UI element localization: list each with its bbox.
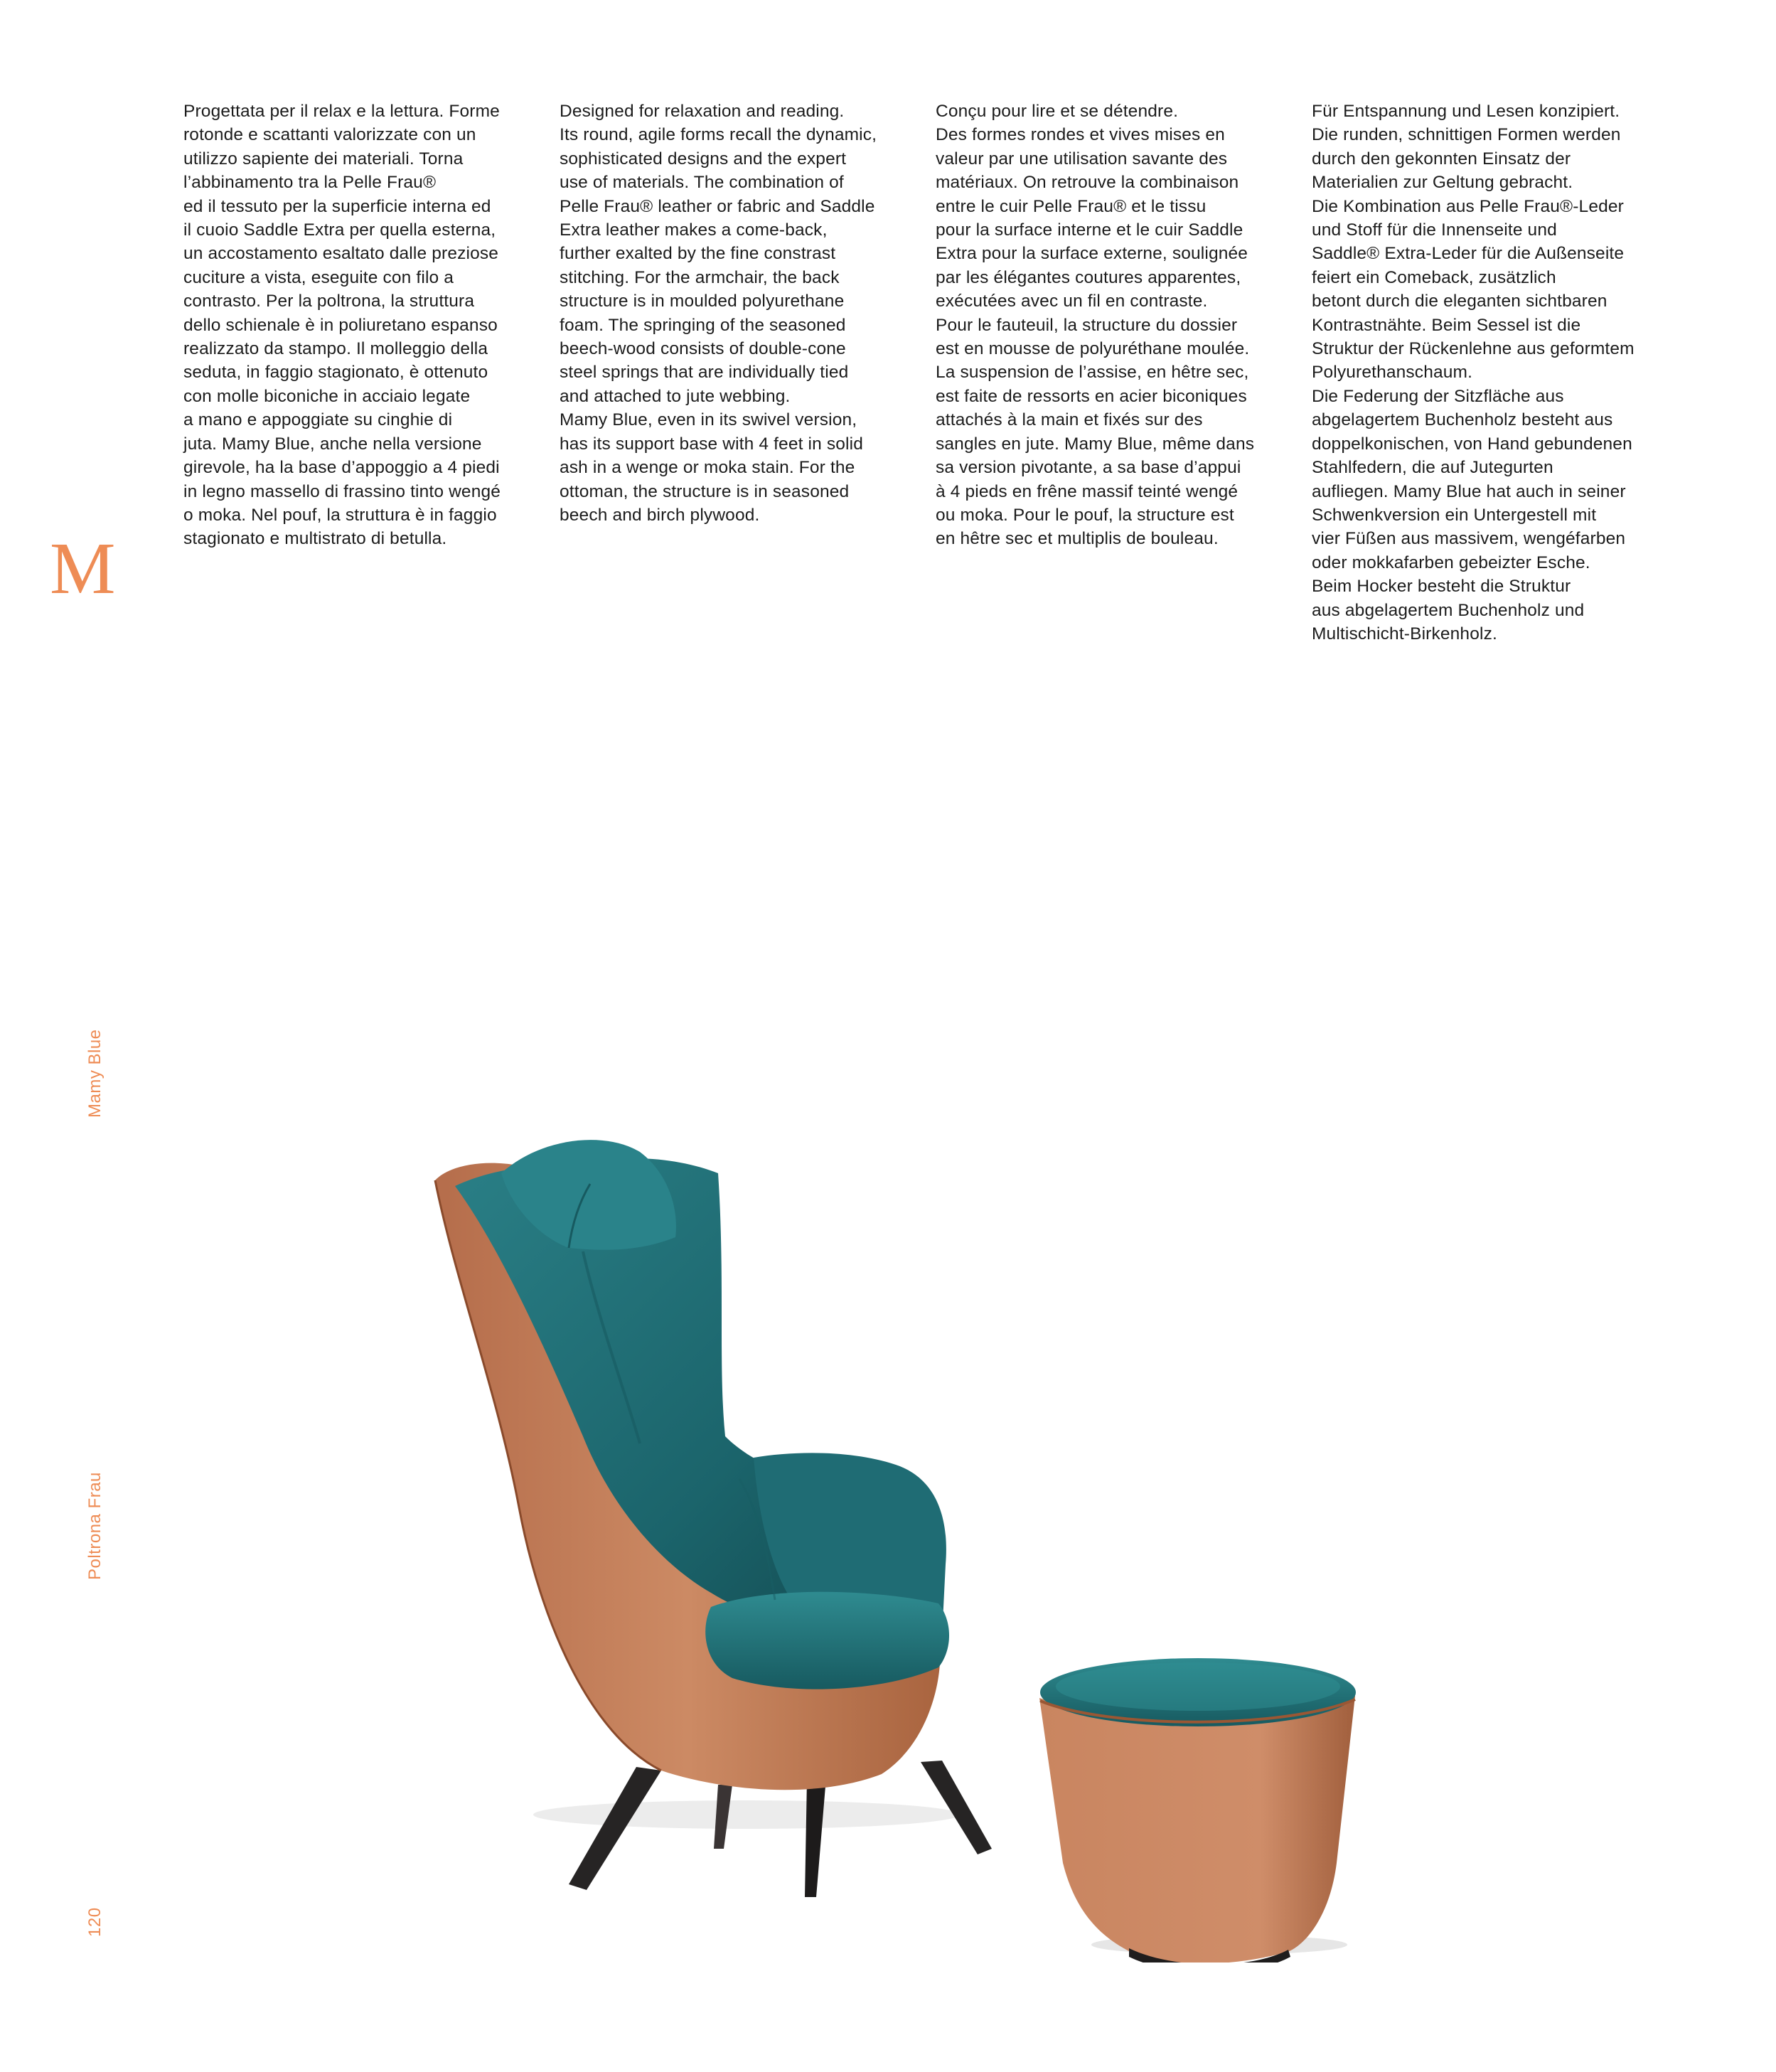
text-line: durch den gekonnten Einsatz der [1312, 149, 1571, 169]
text-line: o moka. Nel pouf, la struttura è in faggio [183, 505, 497, 525]
brand-label: Poltrona Frau [85, 1472, 105, 1580]
text-line: Extra pour la surface externe, soulignée [936, 244, 1248, 264]
text-line: ash in a wenge or moka stain. For the [560, 458, 855, 478]
page-number: 120 [85, 1907, 105, 1937]
text-line: Materialien zur Geltung gebracht. [1312, 173, 1573, 193]
text-line: Polyurethanschaum. [1312, 363, 1473, 383]
text-line: abgelagertem Buchenholz besteht aus [1312, 410, 1613, 430]
text-line: à 4 pieds en frêne massif teinté wengé [936, 481, 1239, 501]
chair-leg-front [921, 1761, 992, 1854]
text-line: con molle biconiche in acciaio legate [183, 386, 471, 406]
text-line: further exalted by the fine constrast [560, 244, 836, 264]
text-line: rotonde e scattanti valorizzate con un [183, 125, 476, 145]
text-line: sa version pivotante, a sa base d’appui [936, 458, 1241, 478]
ottoman-top-highlight [1056, 1662, 1340, 1711]
text-line: sophisticated designs and the expert [560, 149, 847, 169]
text-line: il cuoio Saddle Extra per quella esterna, [183, 220, 496, 240]
ottoman-body [1039, 1696, 1355, 1962]
text-line: Des formes rondes et vives mises en [936, 125, 1225, 145]
text-line: Designed for relaxation and reading. [560, 102, 845, 121]
text-line: Die Federung der Sitzfläche aus [1312, 386, 1564, 406]
text-line: Conçu pour lire et se détendre. [936, 102, 1179, 121]
chair-leg-back [805, 1778, 826, 1897]
product-name-label: Mamy Blue [85, 1029, 105, 1118]
text-line: stitching. For the armchair, the back [560, 267, 840, 287]
text-line: en hêtre sec et multiplis de bouleau. [936, 529, 1219, 549]
text-line: doppelkonischen, von Hand gebundenen [1312, 434, 1632, 454]
chair-seat-cushion [705, 1592, 949, 1689]
text-line: feiert ein Comeback, zusätzlich [1312, 267, 1556, 287]
text-line: and attached to jute webbing. [560, 386, 791, 406]
text-line: betont durch die eleganten sichtbaren [1312, 292, 1608, 311]
text-line: Pelle Frau® leather or fabric and Saddle [560, 196, 875, 216]
text-line: est en mousse de polyuréthane moulée. [936, 339, 1250, 359]
text-line: use of materials. The combination of [560, 173, 844, 193]
text-line: realizzato da stampo. Il molleggio della [183, 339, 488, 359]
text-line: Its round, agile forms recall the dynamic, [560, 125, 877, 145]
text-line: oder mokkafarben gebeizter Esche. [1312, 552, 1590, 572]
text-line: Extra leather makes a come-back, [560, 220, 828, 240]
italian-description [183, 100, 553, 551]
text-line: contrasto. Per la poltrona, la struttura [183, 292, 475, 311]
text-line: beech and birch plywood. [560, 505, 760, 525]
text-line: exécutées avec un fil en contraste. [936, 292, 1208, 311]
text-line: sangles en jute. Mamy Blue, même dans [936, 434, 1255, 454]
german-description [1312, 100, 1681, 646]
text-line: ottoman, the structure is in seasoned [560, 481, 850, 501]
text-line: aus abgelagertem Buchenholz und [1312, 600, 1585, 620]
text-line: entre le cuir Pelle Frau® et le tissu [936, 196, 1207, 216]
text-line: Schwenkversion ein Untergestell mit [1312, 505, 1597, 525]
text-line: l’abbinamento tra la Pelle Frau® [183, 173, 437, 193]
text-line: utilizzo sapiente dei materiali. Torna [183, 149, 464, 169]
text-line: Multischicht-Birkenholz. [1312, 624, 1497, 644]
english-description [560, 100, 929, 527]
text-line: Die runden, schnittigen Formen werden [1312, 125, 1621, 145]
text-line: beech-wood consists of double-cone [560, 339, 846, 359]
text-line: pour la surface interne et le cuir Saddle [936, 220, 1243, 240]
text-line: Mamy Blue, even in its swivel version, [560, 410, 857, 430]
text-line: Kontrastnähte. Beim Sessel ist die [1312, 315, 1581, 335]
text-line: un accostamento esaltato dalle preziose [183, 244, 499, 264]
text-line: ed il tessuto per la superficie interna ed [183, 196, 491, 216]
text-line: Saddle® Extra-Leder für die Außenseite [1312, 244, 1625, 264]
text-line: und Stoff für die Innenseite und [1312, 220, 1557, 240]
text-line: girevole, ha la base d’appoggio a 4 piedi [183, 458, 500, 478]
text-line: in legno massello di frassino tinto wengé [183, 481, 501, 501]
text-line: valeur par une utilisation savante des [936, 149, 1228, 169]
text-line: Beim Hocker besteht die Struktur [1312, 577, 1571, 597]
text-line: Stahlfedern, die auf Jutegurten [1312, 458, 1553, 478]
text-line: vier Füßen aus massivem, wengéfarben [1312, 529, 1626, 549]
chair-shadow [533, 1800, 960, 1829]
french-description [936, 100, 1305, 551]
text-line: structure is in moulded polyurethane [560, 292, 845, 311]
text-line: Für Entspannung und Lesen konzipiert. [1312, 102, 1620, 121]
chair-leg-left [569, 1767, 661, 1890]
text-line: foam. The springing of the seasoned [560, 315, 846, 335]
text-line: attachés à la main et fixés sur des [936, 410, 1203, 430]
text-line: Progettata per il relax e la lettura. Forme [183, 102, 500, 121]
text-line: ou moka. Pour le pouf, la structure est [936, 505, 1234, 525]
text-line: has its support base with 4 feet in solid [560, 434, 863, 454]
text-line: stagionato e multistrato di betulla. [183, 529, 447, 549]
text-line: juta. Mamy Blue, anche nella versione [183, 434, 482, 454]
text-line: aufliegen. Mamy Blue hat auch in seiner [1312, 481, 1626, 501]
text-line: Die Kombination aus Pelle Frau®-Leder [1312, 196, 1624, 216]
text-line: par les élégantes coutures apparentes, [936, 267, 1241, 287]
text-line: La suspension de l’assise, en hêtre sec, [936, 363, 1249, 383]
text-line: matériaux. On retrouve la combinaison [936, 173, 1239, 193]
text-line: Struktur der Rückenlehne aus geformtem [1312, 339, 1635, 359]
mamy-blue-armchair-and-ottoman-photo [370, 1109, 1422, 1962]
text-line: seduta, in faggio stagionato, è ottenuto [183, 363, 488, 383]
text-line: a mano e appoggiate su cinghie di [183, 410, 453, 430]
text-line: steel springs that are individually tied [560, 363, 849, 383]
text-line: dello schienale è in poliuretano espanso [183, 315, 498, 335]
text-line: cuciture a vista, eseguite con filo a [183, 267, 454, 287]
text-line: Pour le fauteuil, la structure du dossier [936, 315, 1238, 335]
text-line: est faite de ressorts en acier biconiques [936, 386, 1247, 406]
section-letter: M [50, 528, 116, 609]
